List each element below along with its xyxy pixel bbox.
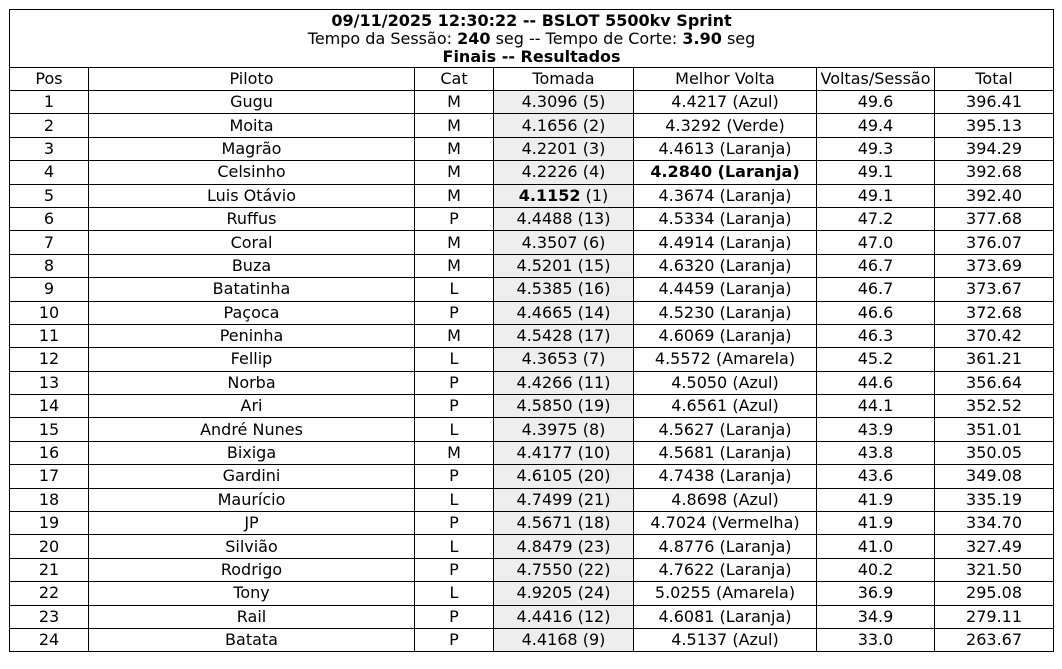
- cell-melhor-volta: 4.5334 (Laranja): [634, 207, 817, 230]
- cell-melhor-volta: 4.8776 (Laranja): [634, 535, 817, 558]
- cell-tomada: 4.2201 (3): [494, 137, 634, 160]
- results-table: [9, 9, 1054, 652]
- cell-pos: 18: [10, 488, 89, 511]
- cell-piloto: Ruffus: [89, 207, 415, 230]
- cell-cat: L: [415, 488, 494, 511]
- cell-total: 334.70: [935, 512, 1054, 535]
- cell-pos: 8: [10, 254, 89, 277]
- cell-total: 356.64: [935, 371, 1054, 394]
- cell-pos: 1: [10, 91, 89, 114]
- cut-time-label: seg -- Tempo de Corte:: [490, 29, 683, 48]
- cell-pos: 5: [10, 184, 89, 207]
- cell-voltas: 36.9: [817, 582, 935, 605]
- results-container: [9, 9, 1053, 652]
- cell-pos: 22: [10, 582, 89, 605]
- cell-voltas: 49.6: [817, 91, 935, 114]
- cell-cat: P: [415, 395, 494, 418]
- cell-melhor-volta: 4.5627 (Laranja): [634, 418, 817, 441]
- cell-melhor-volta: 4.4613 (Laranja): [634, 137, 817, 160]
- table-row: [10, 395, 1054, 418]
- cell-pos: 7: [10, 231, 89, 254]
- table-row: [10, 605, 1054, 628]
- cell-voltas: 43.6: [817, 465, 935, 488]
- cell-total: 349.08: [935, 465, 1054, 488]
- cell-voltas: 41.9: [817, 512, 935, 535]
- cell-melhor-volta: 4.2840 (Laranja): [634, 161, 817, 184]
- cell-piloto: Batata: [89, 628, 415, 651]
- cell-tomada: 4.3507 (6): [494, 231, 634, 254]
- cell-voltas: 43.9: [817, 418, 935, 441]
- cell-piloto: Moita: [89, 114, 415, 137]
- cell-total: 372.68: [935, 301, 1054, 324]
- cell-total: 392.68: [935, 161, 1054, 184]
- cell-cat: L: [415, 348, 494, 371]
- results-body: [10, 91, 1054, 652]
- cell-piloto: André Nunes: [89, 418, 415, 441]
- cell-pos: 20: [10, 535, 89, 558]
- cell-voltas: 33.0: [817, 628, 935, 651]
- table-row: [10, 91, 1054, 114]
- cell-total: 352.52: [935, 395, 1054, 418]
- cell-tomada: 4.4665 (14): [494, 301, 634, 324]
- cell-pos: 21: [10, 558, 89, 581]
- cell-voltas: 40.2: [817, 558, 935, 581]
- cell-piloto: Silvião: [89, 535, 415, 558]
- table-row: [10, 254, 1054, 277]
- col-header-melhor-volta: Melhor Volta: [634, 68, 817, 91]
- cell-pos: 24: [10, 628, 89, 651]
- cell-tomada: 4.3096 (5): [494, 91, 634, 114]
- cell-piloto: JP: [89, 512, 415, 535]
- cell-total: 395.13: [935, 114, 1054, 137]
- cell-melhor-volta: 4.5137 (Azul): [634, 628, 817, 651]
- cell-tomada: 4.4488 (13): [494, 207, 634, 230]
- session-info: [10, 30, 1053, 48]
- col-header-voltas: Voltas/Sessão: [817, 68, 935, 91]
- table-row: [10, 137, 1054, 160]
- cell-total: 394.29: [935, 137, 1054, 160]
- session-title: 09/11/2025 12:30:22 -- BSLOT 5500kv Sprint: [331, 11, 732, 30]
- cell-piloto: Fellip: [89, 348, 415, 371]
- tomada-rank: (1): [580, 185, 609, 205]
- cell-total: 361.21: [935, 348, 1054, 371]
- cell-tomada: 4.4177 (10): [494, 441, 634, 464]
- cell-tomada: 4.1656 (2): [494, 114, 634, 137]
- cell-pos: 11: [10, 324, 89, 347]
- cell-voltas: 45.2: [817, 348, 935, 371]
- cell-pos: 10: [10, 301, 89, 324]
- cell-voltas: 46.7: [817, 278, 935, 301]
- cell-tomada: 4.5671 (18): [494, 512, 634, 535]
- table-row: [10, 184, 1054, 207]
- cell-pos: 6: [10, 207, 89, 230]
- cell-melhor-volta: 4.8698 (Azul): [634, 488, 817, 511]
- cell-tomada: 4.7499 (21): [494, 488, 634, 511]
- cell-cat: M: [415, 137, 494, 160]
- column-header-row: [10, 68, 1054, 91]
- cell-total: 392.40: [935, 184, 1054, 207]
- cell-piloto: Bixiga: [89, 441, 415, 464]
- cell-total: 373.67: [935, 278, 1054, 301]
- cell-piloto: Paçoca: [89, 301, 415, 324]
- cell-total: 279.11: [935, 605, 1054, 628]
- table-row: [10, 512, 1054, 535]
- cell-piloto: Celsinho: [89, 161, 415, 184]
- title-row: [10, 10, 1054, 68]
- cell-tomada: 4.3653 (7): [494, 348, 634, 371]
- cell-cat: P: [415, 301, 494, 324]
- session-time-value: 240: [457, 29, 491, 48]
- cell-total: 351.01: [935, 418, 1054, 441]
- cell-voltas: 47.2: [817, 207, 935, 230]
- cell-total: 350.05: [935, 441, 1054, 464]
- cell-tomada: 4.7550 (22): [494, 558, 634, 581]
- cell-voltas: 41.9: [817, 488, 935, 511]
- cell-cat: L: [415, 582, 494, 605]
- cut-time-value: 3.90: [682, 29, 722, 48]
- cell-melhor-volta: 4.7438 (Laranja): [634, 465, 817, 488]
- cell-tomada: 4.2226 (4): [494, 161, 634, 184]
- cell-pos: 13: [10, 371, 89, 394]
- table-row: [10, 301, 1054, 324]
- cell-cat: P: [415, 605, 494, 628]
- cell-cat: P: [415, 371, 494, 394]
- cell-piloto: Buza: [89, 254, 415, 277]
- cell-cat: M: [415, 324, 494, 347]
- cell-cat: M: [415, 184, 494, 207]
- cell-cat: M: [415, 91, 494, 114]
- cell-pos: 19: [10, 512, 89, 535]
- cell-total: 335.19: [935, 488, 1054, 511]
- cell-voltas: 49.1: [817, 161, 935, 184]
- cell-pos: 3: [10, 137, 89, 160]
- cell-voltas: 41.0: [817, 535, 935, 558]
- cell-melhor-volta: 4.5681 (Laranja): [634, 441, 817, 464]
- cell-tomada: [494, 184, 634, 207]
- best-tomada-value: 4.1152: [518, 185, 581, 205]
- cell-pos: 4: [10, 161, 89, 184]
- cell-piloto: Gardini: [89, 465, 415, 488]
- cell-total: 321.50: [935, 558, 1054, 581]
- table-row: [10, 628, 1054, 651]
- cell-voltas: 46.3: [817, 324, 935, 347]
- cell-piloto: Rail: [89, 605, 415, 628]
- cell-total: 373.69: [935, 254, 1054, 277]
- cell-melhor-volta: 4.3674 (Laranja): [634, 184, 817, 207]
- cell-melhor-volta: 4.7024 (Vermelha): [634, 512, 817, 535]
- cell-voltas: 34.9: [817, 605, 935, 628]
- cell-total: 370.42: [935, 324, 1054, 347]
- table-row: [10, 418, 1054, 441]
- table-row: [10, 488, 1054, 511]
- cell-cat: P: [415, 628, 494, 651]
- cell-piloto: Magrão: [89, 137, 415, 160]
- cell-pos: 12: [10, 348, 89, 371]
- cell-pos: 2: [10, 114, 89, 137]
- cell-tomada: 4.6105 (20): [494, 465, 634, 488]
- table-row: [10, 535, 1054, 558]
- cell-melhor-volta: 4.5050 (Azul): [634, 371, 817, 394]
- cell-cat: M: [415, 114, 494, 137]
- cell-piloto: Peninha: [89, 324, 415, 347]
- table-row: [10, 348, 1054, 371]
- cell-melhor-volta: 4.5230 (Laranja): [634, 301, 817, 324]
- col-header-cat: Cat: [415, 68, 494, 91]
- table-row: [10, 114, 1054, 137]
- cell-tomada: 4.5201 (15): [494, 254, 634, 277]
- cell-piloto: Coral: [89, 231, 415, 254]
- cell-cat: L: [415, 278, 494, 301]
- cell-piloto: Ari: [89, 395, 415, 418]
- cell-piloto: Tony: [89, 582, 415, 605]
- cell-pos: 14: [10, 395, 89, 418]
- cell-pos: 9: [10, 278, 89, 301]
- cell-tomada: 4.5428 (17): [494, 324, 634, 347]
- cell-voltas: 47.0: [817, 231, 935, 254]
- cell-melhor-volta: 4.6561 (Azul): [634, 395, 817, 418]
- cut-time-unit: seg: [721, 29, 756, 48]
- table-row: [10, 231, 1054, 254]
- cell-cat: M: [415, 161, 494, 184]
- cell-melhor-volta: 4.7622 (Laranja): [634, 558, 817, 581]
- cell-piloto: Norba: [89, 371, 415, 394]
- cell-voltas: 44.1: [817, 395, 935, 418]
- cell-tomada: 4.8479 (23): [494, 535, 634, 558]
- cell-total: 377.68: [935, 207, 1054, 230]
- cell-tomada: 4.4416 (12): [494, 605, 634, 628]
- cell-tomada: 4.4266 (11): [494, 371, 634, 394]
- cell-voltas: 46.7: [817, 254, 935, 277]
- cell-cat: M: [415, 254, 494, 277]
- cell-melhor-volta: 4.4459 (Laranja): [634, 278, 817, 301]
- cell-cat: P: [415, 558, 494, 581]
- cell-cat: L: [415, 535, 494, 558]
- cell-voltas: 49.3: [817, 137, 935, 160]
- table-row: [10, 371, 1054, 394]
- cell-tomada: 4.5850 (19): [494, 395, 634, 418]
- title-cell: [10, 10, 1054, 68]
- cell-tomada: 4.5385 (16): [494, 278, 634, 301]
- cell-cat: M: [415, 231, 494, 254]
- cell-cat: M: [415, 441, 494, 464]
- cell-pos: 16: [10, 441, 89, 464]
- results-subtitle: Finais -- Resultados: [442, 47, 621, 66]
- cell-melhor-volta: 4.3292 (Verde): [634, 114, 817, 137]
- cell-melhor-volta: 4.4914 (Laranja): [634, 231, 817, 254]
- cell-tomada: 4.4168 (9): [494, 628, 634, 651]
- cell-piloto: Gugu: [89, 91, 415, 114]
- table-row: [10, 582, 1054, 605]
- cell-cat: P: [415, 465, 494, 488]
- table-row: [10, 161, 1054, 184]
- table-row: [10, 207, 1054, 230]
- cell-piloto: Maurício: [89, 488, 415, 511]
- cell-total: 396.41: [935, 91, 1054, 114]
- table-row: [10, 441, 1054, 464]
- cell-total: 263.67: [935, 628, 1054, 651]
- table-row: [10, 324, 1054, 347]
- cell-melhor-volta: 5.0255 (Amarela): [634, 582, 817, 605]
- col-header-tomada: Tomada: [494, 68, 634, 91]
- cell-cat: L: [415, 418, 494, 441]
- table-row: [10, 278, 1054, 301]
- cell-total: 295.08: [935, 582, 1054, 605]
- cell-total: 376.07: [935, 231, 1054, 254]
- col-header-pos: Pos: [10, 68, 89, 91]
- cell-pos: 23: [10, 605, 89, 628]
- cell-voltas: 43.8: [817, 441, 935, 464]
- cell-piloto: Luis Otávio: [89, 184, 415, 207]
- col-header-total: Total: [935, 68, 1054, 91]
- cell-melhor-volta: 4.6069 (Laranja): [634, 324, 817, 347]
- cell-melhor-volta: 4.5572 (Amarela): [634, 348, 817, 371]
- cell-piloto: Batatinha: [89, 278, 415, 301]
- session-time-label: Tempo da Sessão:: [307, 29, 458, 48]
- cell-melhor-volta: 4.6320 (Laranja): [634, 254, 817, 277]
- cell-voltas: 49.1: [817, 184, 935, 207]
- cell-total: 327.49: [935, 535, 1054, 558]
- cell-tomada: 4.9205 (24): [494, 582, 634, 605]
- cell-melhor-volta: 4.4217 (Azul): [634, 91, 817, 114]
- cell-cat: P: [415, 512, 494, 535]
- cell-voltas: 49.4: [817, 114, 935, 137]
- cell-melhor-volta: 4.6081 (Laranja): [634, 605, 817, 628]
- cell-tomada: 4.3975 (8): [494, 418, 634, 441]
- table-row: [10, 465, 1054, 488]
- cell-voltas: 46.6: [817, 301, 935, 324]
- cell-cat: P: [415, 207, 494, 230]
- cell-piloto: Rodrigo: [89, 558, 415, 581]
- table-row: [10, 558, 1054, 581]
- cell-voltas: 44.6: [817, 371, 935, 394]
- col-header-piloto: Piloto: [89, 68, 415, 91]
- cell-pos: 17: [10, 465, 89, 488]
- cell-pos: 15: [10, 418, 89, 441]
